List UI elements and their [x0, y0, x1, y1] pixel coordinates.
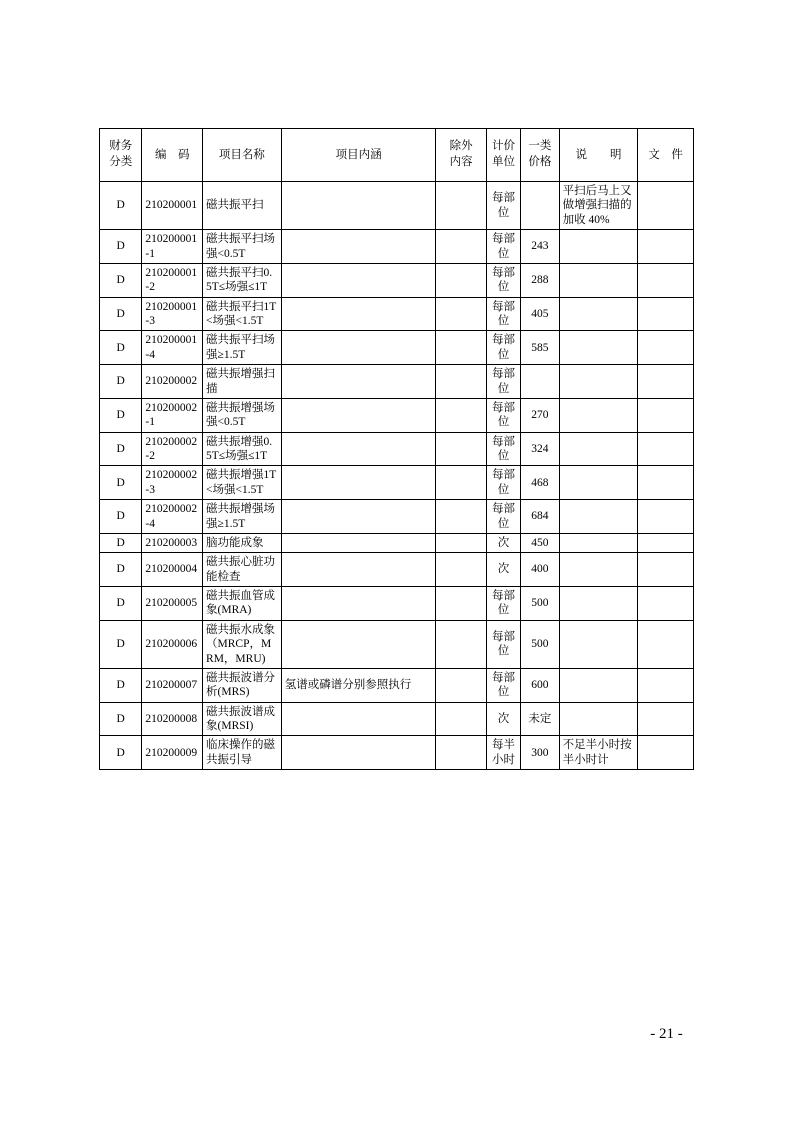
cell-item-content: [281, 736, 436, 770]
header-unit-line1: 计价: [492, 140, 516, 153]
cell-item-content: 氢谱或磷谱分别参照执行: [281, 668, 436, 702]
cell-note: [559, 297, 638, 331]
cell-financial-class: D: [100, 182, 142, 230]
cell-financial-class: D: [100, 230, 142, 264]
cell-exclusions: [436, 182, 487, 230]
cell-code: 210200002: [142, 365, 203, 399]
cell-note: [559, 620, 638, 668]
cell-item-content: [281, 331, 436, 365]
cell-exclusions: [436, 702, 487, 736]
cell-item-name: 磁共振血管成象(MRA): [203, 587, 282, 621]
cell-item-name: 磁共振平扫1T<场强<1.5T: [203, 297, 282, 331]
cell-note: [559, 553, 638, 587]
header-financial-class: [100, 129, 142, 182]
price-table-container: [99, 128, 694, 770]
table-row: [100, 533, 694, 552]
cell-file: [638, 736, 694, 770]
table-body: [100, 182, 694, 770]
cell-exclusions: [436, 263, 487, 297]
cell-file: [638, 365, 694, 399]
table-row: [100, 736, 694, 770]
header-item-name: 项目名称: [203, 129, 282, 182]
cell-price: 400: [521, 553, 559, 587]
cell-file: [638, 432, 694, 466]
cell-code: 210200008: [142, 702, 203, 736]
table-row: [100, 297, 694, 331]
cell-item-content: [281, 182, 436, 230]
cell-item-content: [281, 432, 436, 466]
table-header: [100, 129, 694, 182]
cell-code: 210200009: [142, 736, 203, 770]
cell-financial-class: D: [100, 500, 142, 534]
cell-unit: 每部位: [486, 432, 520, 466]
cell-note: [559, 668, 638, 702]
cell-unit: 每部位: [486, 398, 520, 432]
table-row: [100, 466, 694, 500]
cell-unit: 次: [486, 533, 520, 552]
cell-exclusions: [436, 620, 487, 668]
page-number-footer: [0, 1026, 793, 1043]
cell-exclusions: [436, 736, 487, 770]
cell-item-content: [281, 702, 436, 736]
cell-price: 468: [521, 466, 559, 500]
cell-exclusions: [436, 297, 487, 331]
cell-note: [559, 331, 638, 365]
cell-exclusions: [436, 668, 487, 702]
cell-item-name: 磁共振平扫: [203, 182, 282, 230]
cell-item-content: [281, 553, 436, 587]
cell-note: [559, 500, 638, 534]
cell-item-content: [281, 500, 436, 534]
table-row: [100, 553, 694, 587]
cell-exclusions: [436, 466, 487, 500]
cell-item-name: 磁共振平扫0.5T≤场强≤1T: [203, 263, 282, 297]
cell-code: 210200005: [142, 587, 203, 621]
cell-file: [638, 263, 694, 297]
cell-price: 243: [521, 230, 559, 264]
cell-file: [638, 620, 694, 668]
cell-note: [559, 702, 638, 736]
cell-note: [559, 587, 638, 621]
cell-item-name: 磁共振增强0.5T≤场强≤1T: [203, 432, 282, 466]
cell-price: 405: [521, 297, 559, 331]
cell-note: [559, 432, 638, 466]
table-row: [100, 263, 694, 297]
cell-unit: 每部位: [486, 230, 520, 264]
cell-unit: 每部位: [486, 182, 520, 230]
cell-code: 210200002-4: [142, 500, 203, 534]
cell-note: [559, 533, 638, 552]
cell-unit: 次: [486, 553, 520, 587]
cell-exclusions: [436, 331, 487, 365]
header-code: 编 码: [142, 129, 203, 182]
table-row: [100, 331, 694, 365]
cell-item-content: [281, 466, 436, 500]
header-financial-class-line2: 分类: [109, 156, 133, 168]
cell-exclusions: [436, 365, 487, 399]
table-row: [100, 182, 694, 230]
header-unit: [486, 129, 520, 182]
cell-file: [638, 331, 694, 365]
cell-item-content: [281, 297, 436, 331]
cell-financial-class: D: [100, 398, 142, 432]
header-financial-class-line1: 财务: [109, 140, 133, 153]
table-row: [100, 500, 694, 534]
header-price: [521, 129, 559, 182]
header-exclusions-line2: 内容: [449, 156, 473, 168]
cell-item-name: 磁共振增强场强≥1.5T: [203, 500, 282, 534]
cell-financial-class: D: [100, 620, 142, 668]
cell-financial-class: D: [100, 466, 142, 500]
cell-file: [638, 587, 694, 621]
cell-code: 210200001-2: [142, 263, 203, 297]
cell-item-name: 磁共振波谱成象(MRSI): [203, 702, 282, 736]
cell-unit: 每部位: [486, 331, 520, 365]
cell-price: 270: [521, 398, 559, 432]
cell-unit: 每半小时: [486, 736, 520, 770]
cell-exclusions: [436, 230, 487, 264]
cell-unit: 每部位: [486, 263, 520, 297]
table-row: [100, 620, 694, 668]
cell-price: 500: [521, 587, 559, 621]
cell-note: [559, 466, 638, 500]
cell-price: 600: [521, 668, 559, 702]
cell-price: [521, 182, 559, 230]
cell-item-name: 磁共振增强场强<0.5T: [203, 398, 282, 432]
cell-item-name: 磁共振增强扫描: [203, 365, 282, 399]
header-price-line2: 价格: [528, 156, 552, 168]
cell-financial-class: D: [100, 331, 142, 365]
cell-item-content: [281, 365, 436, 399]
cell-item-name: 磁共振平扫场强≥1.5T: [203, 331, 282, 365]
table-row: [100, 398, 694, 432]
cell-item-name: 临床操作的磁共振引导: [203, 736, 282, 770]
cell-price: 585: [521, 331, 559, 365]
header-item-content: 项目内涵: [281, 129, 436, 182]
cell-item-content: [281, 587, 436, 621]
cell-note: 不足半小时按半小时计: [559, 736, 638, 770]
cell-file: [638, 668, 694, 702]
table-row: [100, 668, 694, 702]
cell-price: 288: [521, 263, 559, 297]
cell-file: [638, 533, 694, 552]
cell-item-name: 磁共振增强1T<场强<1.5T: [203, 466, 282, 500]
cell-price: 324: [521, 432, 559, 466]
cell-code: 210200002-3: [142, 466, 203, 500]
cell-code: 210200002-1: [142, 398, 203, 432]
cell-price: 未定: [521, 702, 559, 736]
cell-note: [559, 230, 638, 264]
cell-note: [559, 398, 638, 432]
cell-financial-class: D: [100, 553, 142, 587]
cell-code: 210200001: [142, 182, 203, 230]
cell-price: 684: [521, 500, 559, 534]
cell-code: 210200006: [142, 620, 203, 668]
cell-code: 210200007: [142, 668, 203, 702]
cell-price: 300: [521, 736, 559, 770]
cell-exclusions: [436, 398, 487, 432]
cell-item-content: [281, 230, 436, 264]
table-row: [100, 365, 694, 399]
header-exclusions-line1: 除外: [449, 140, 473, 153]
cell-unit: 每部位: [486, 668, 520, 702]
cell-file: [638, 702, 694, 736]
cell-file: [638, 398, 694, 432]
cell-exclusions: [436, 432, 487, 466]
header-exclusions: [436, 129, 487, 182]
cell-item-name: 磁共振平扫场强<0.5T: [203, 230, 282, 264]
cell-code: 210200001-4: [142, 331, 203, 365]
cell-code: 210200002-2: [142, 432, 203, 466]
cell-price: 450: [521, 533, 559, 552]
cell-item-name: 磁共振水成象（MRCP，MRM，MRU): [203, 620, 282, 668]
cell-file: [638, 500, 694, 534]
header-note: 说 明: [559, 129, 638, 182]
cell-file: [638, 297, 694, 331]
header-file: 文 件: [638, 129, 694, 182]
cell-code: 210200003: [142, 533, 203, 552]
cell-financial-class: D: [100, 702, 142, 736]
cell-unit: 每部位: [486, 365, 520, 399]
cell-code: 210200001-1: [142, 230, 203, 264]
cell-financial-class: D: [100, 297, 142, 331]
cell-item-content: [281, 533, 436, 552]
cell-item-content: [281, 398, 436, 432]
cell-unit: 每部位: [486, 297, 520, 331]
cell-financial-class: D: [100, 365, 142, 399]
cell-exclusions: [436, 533, 487, 552]
page-number-text: - 21 -: [650, 1026, 683, 1042]
cell-financial-class: D: [100, 587, 142, 621]
cell-item-name: 脑功能成象: [203, 533, 282, 552]
cell-unit: 每部位: [486, 620, 520, 668]
cell-file: [638, 182, 694, 230]
cell-financial-class: D: [100, 533, 142, 552]
cell-financial-class: D: [100, 736, 142, 770]
cell-financial-class: D: [100, 263, 142, 297]
cell-unit: 每部位: [486, 500, 520, 534]
cell-unit: 每部位: [486, 466, 520, 500]
cell-exclusions: [436, 587, 487, 621]
cell-unit: 次: [486, 702, 520, 736]
cell-note: [559, 263, 638, 297]
cell-item-content: [281, 620, 436, 668]
cell-unit: 每部位: [486, 587, 520, 621]
cell-file: [638, 466, 694, 500]
cell-file: [638, 553, 694, 587]
table-header-row: [100, 129, 694, 182]
cell-item-content: [281, 263, 436, 297]
cell-code: 210200004: [142, 553, 203, 587]
cell-code: 210200001-3: [142, 297, 203, 331]
cell-item-name: 磁共振心脏功能检查: [203, 553, 282, 587]
table-row: [100, 230, 694, 264]
cell-financial-class: D: [100, 432, 142, 466]
cell-exclusions: [436, 500, 487, 534]
table-row: [100, 702, 694, 736]
header-price-line1: 一类: [528, 140, 552, 153]
table-row: [100, 432, 694, 466]
cell-exclusions: [436, 553, 487, 587]
header-unit-line2: 单位: [492, 156, 516, 168]
cell-price: [521, 365, 559, 399]
cell-item-name: 磁共振波谱分析(MRS): [203, 668, 282, 702]
cell-note: [559, 365, 638, 399]
table-row: [100, 587, 694, 621]
cell-price: 500: [521, 620, 559, 668]
cell-financial-class: D: [100, 668, 142, 702]
medical-price-table: [99, 128, 694, 770]
cell-note: 平扫后马上又做增强扫描的加收 40%: [559, 182, 638, 230]
cell-file: [638, 230, 694, 264]
